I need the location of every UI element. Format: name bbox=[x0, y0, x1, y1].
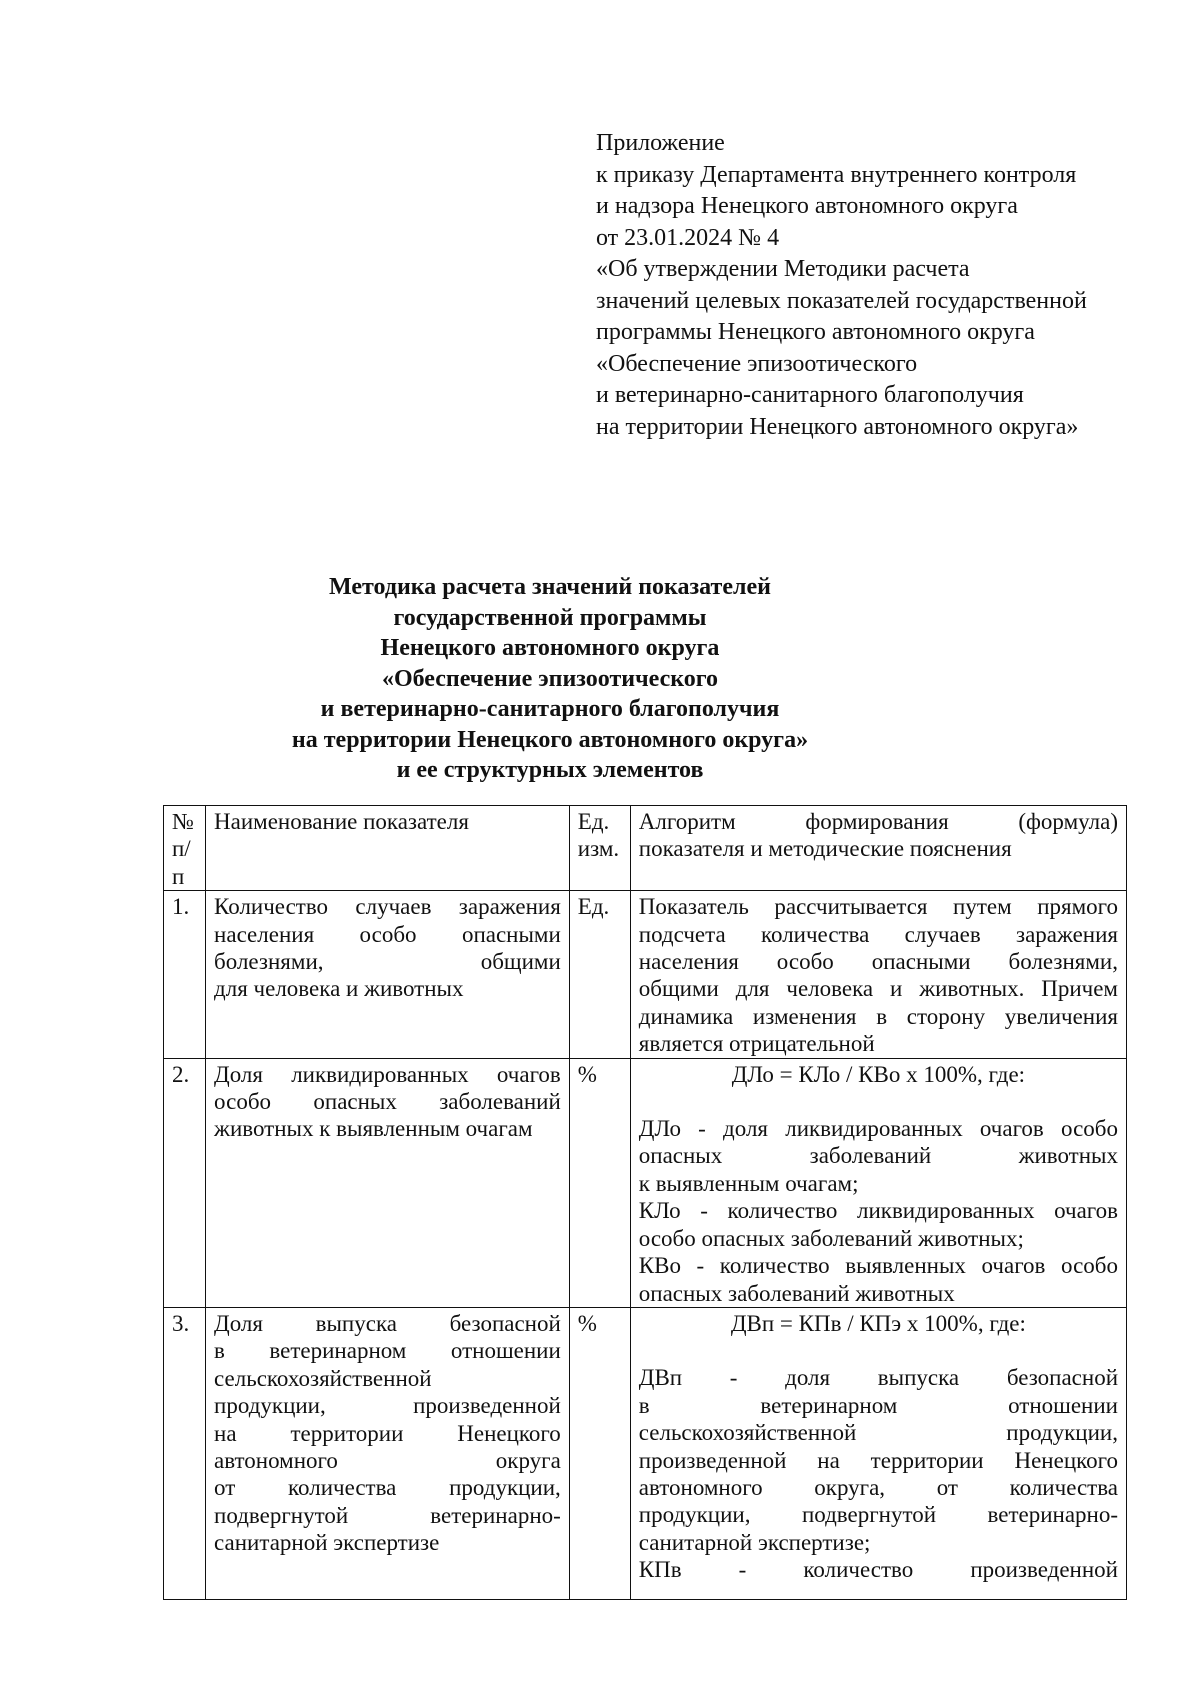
title-line: Методика расчета значений показателей bbox=[329, 574, 771, 600]
row-algorithm-line: динамика изменения в сторону увеличения bbox=[638, 1003, 1118, 1029]
row-number: 3. bbox=[164, 1307, 206, 1599]
header-name-label: Наименование показателя bbox=[214, 809, 469, 834]
row-algorithm-line: опасных заболеваний животных bbox=[638, 1143, 1118, 1169]
row-algorithm-line: к выявленным очагам; bbox=[638, 1170, 859, 1196]
header-algorithm-line2: показателя и методические пояснения bbox=[638, 836, 1012, 862]
row-algorithm-line: является отрицательной bbox=[638, 1031, 875, 1057]
row-algorithm-line: подсчета количества случаев заражения bbox=[638, 921, 1118, 947]
row-number: 2. bbox=[164, 1058, 206, 1307]
header-algorithm-word: формирования bbox=[805, 809, 949, 834]
row-unit: % bbox=[569, 1058, 630, 1307]
row-algorithm-line: общими для человека и животных. Причем bbox=[638, 976, 1118, 1002]
row-algorithm bbox=[630, 1307, 1126, 1599]
row-formula: ДВп = КПв / КПэ х 100%, где: bbox=[730, 1310, 1026, 1336]
row-name bbox=[206, 1307, 570, 1599]
row-unit: % bbox=[569, 1307, 630, 1599]
table-row bbox=[164, 891, 1127, 1058]
row-name bbox=[206, 891, 570, 1058]
row-name-line: на территории Ненецкого bbox=[214, 1420, 561, 1446]
header-algorithm-word: (формула) bbox=[1018, 809, 1118, 834]
row-name-line: для человека и животных bbox=[214, 976, 464, 1002]
row-name-line: автономного округа bbox=[214, 1447, 561, 1473]
table-row bbox=[164, 1058, 1127, 1307]
appendix-line: и ветеринарно-санитарного благополучия bbox=[596, 382, 1024, 408]
appendix-block bbox=[596, 128, 1156, 443]
appendix-line: и надзора Ненецкого автономного округа bbox=[596, 193, 1018, 219]
row-algorithm-line: продукции, подвергнутой ветеринарно- bbox=[638, 1502, 1118, 1528]
appendix-line: значений целевых показателей государственной bbox=[596, 287, 1087, 314]
spacer bbox=[639, 1088, 1118, 1115]
row-name-line: санитарной экспертизе bbox=[214, 1530, 440, 1556]
row-name-line: особо опасных заболеваний bbox=[214, 1089, 561, 1115]
title-line: на территории Ненецкого автономного округа» bbox=[291, 726, 809, 753]
title-line: Ненецкого автономного округа bbox=[380, 635, 720, 661]
table-row bbox=[164, 1307, 1127, 1599]
header-algorithm-line1 bbox=[639, 808, 1118, 835]
spacer bbox=[639, 1337, 1118, 1364]
appendix-line: «Об утверждении Методики расчета bbox=[596, 256, 970, 282]
appendix-line: на территории Ненецкого автономного округа» bbox=[596, 413, 1079, 440]
row-algorithm bbox=[630, 891, 1126, 1058]
row-algorithm-line: Показатель рассчитывается путем прямого bbox=[638, 894, 1118, 920]
title-line: и ветеринарно-санитарного благополучия bbox=[320, 696, 780, 722]
row-name bbox=[206, 1058, 570, 1307]
header-number-label: п/п bbox=[172, 836, 191, 889]
row-algorithm-line: особо опасных заболеваний животных; bbox=[638, 1225, 1024, 1251]
row-name-line: Количество случаев заражения bbox=[214, 894, 561, 920]
row-algorithm bbox=[630, 1058, 1126, 1307]
row-algorithm-line: ДВп - доля выпуска безопасной bbox=[638, 1365, 1118, 1391]
row-name-line: населения особо опасными bbox=[214, 921, 561, 947]
row-name-line: продукции, произведенной bbox=[214, 1393, 561, 1419]
header-name-cell bbox=[206, 806, 570, 891]
row-algorithm-line: населения особо опасными болезнями, bbox=[638, 949, 1118, 975]
row-name-line: сельскохозяйственной bbox=[214, 1365, 432, 1391]
row-name-line: животных к выявленным очагам bbox=[214, 1116, 533, 1142]
header-unit-label: Ед. bbox=[577, 809, 610, 834]
row-name-line: Доля ликвидированных очагов bbox=[214, 1061, 561, 1087]
row-name-line: от количества продукции, bbox=[214, 1475, 561, 1501]
row-algorithm-line: КЛо - количество ликвидированных очагов bbox=[638, 1198, 1118, 1224]
row-formula: ДЛо = КЛо / КВо х 100%, где: bbox=[731, 1061, 1026, 1087]
appendix-line: от 23.01.2024 № 4 bbox=[596, 224, 780, 251]
header-unit-label: изм. bbox=[577, 836, 620, 862]
title-line: «Обеспечение эпизоотического bbox=[381, 665, 719, 692]
row-name-line: Доля выпуска безопасной bbox=[214, 1310, 561, 1336]
row-algorithm-line: сельскохозяйственной продукции, bbox=[638, 1420, 1118, 1446]
row-algorithm-line: произведенной на территории Ненецкого bbox=[638, 1447, 1118, 1473]
header-number-cell bbox=[164, 806, 206, 891]
table-header-row bbox=[164, 806, 1127, 891]
document-title bbox=[160, 572, 940, 786]
header-unit-cell bbox=[569, 806, 630, 891]
row-number: 1. bbox=[164, 891, 206, 1058]
row-unit: Ед. bbox=[569, 891, 630, 1058]
appendix-line: «Обеспечение эпизоотического bbox=[596, 350, 918, 377]
header-number-label: № bbox=[172, 809, 194, 834]
row-algorithm-line: КПв - количество произведенной bbox=[638, 1557, 1118, 1583]
header-algorithm-cell bbox=[630, 806, 1126, 891]
appendix-line: Приложение bbox=[596, 130, 725, 156]
indicators-table bbox=[163, 805, 1127, 1600]
row-algorithm-line: в ветеринарном отношении bbox=[638, 1392, 1118, 1418]
appendix-line: программы Ненецкого автономного округа bbox=[596, 319, 1035, 345]
row-name-line: подвергнутой ветеринарно- bbox=[214, 1502, 561, 1528]
row-algorithm-line: ДЛо - доля ликвидированных очагов особо bbox=[638, 1116, 1118, 1142]
row-algorithm-line: автономного округа, от количества bbox=[638, 1474, 1118, 1500]
row-name-line: болезнями, общими bbox=[214, 949, 561, 975]
row-algorithm-line: санитарной экспертизе; bbox=[638, 1529, 871, 1555]
row-algorithm-line: КВо - количество выявленных очагов особо bbox=[638, 1253, 1118, 1279]
header-algorithm-word: Алгоритм bbox=[638, 809, 736, 834]
row-name-line: в ветеринарном отношении bbox=[214, 1338, 561, 1364]
appendix-line: к приказу Департамента внутреннего контроля bbox=[596, 161, 1077, 188]
title-line: государственной программы bbox=[393, 604, 707, 631]
row-algorithm-line: опасных заболеваний животных bbox=[638, 1280, 955, 1306]
title-line: и ее структурных элементов bbox=[396, 757, 704, 783]
